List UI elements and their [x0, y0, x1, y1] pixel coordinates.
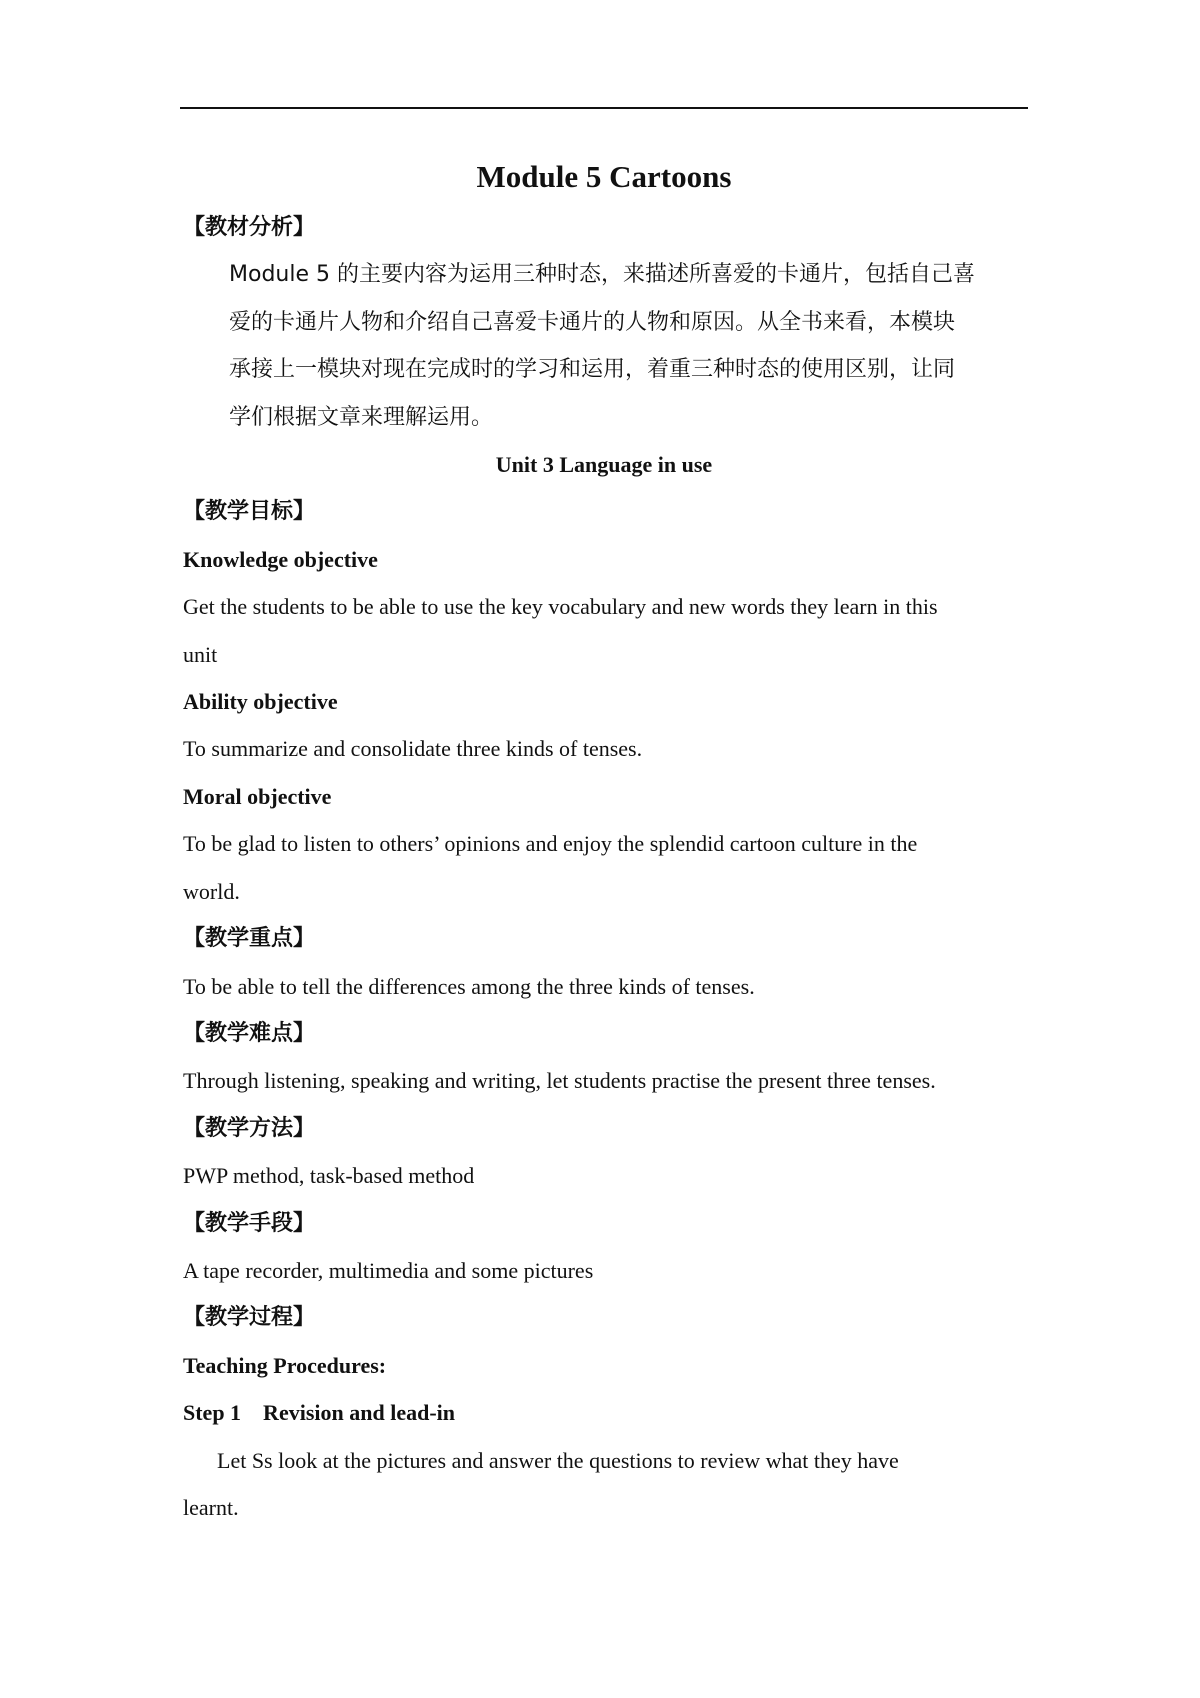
heading-key-points: 【教学重点】 [183, 926, 316, 952]
header-rule [180, 107, 1028, 109]
heading-difficulties: 【教学难点】 [183, 1020, 316, 1046]
analysis-line-4: 学们根据文章来理解运用。 [229, 404, 494, 430]
difficulties-text: Through listening, speaking and writing, let students practise the present three tenses. [183, 1068, 936, 1094]
heading-teaching-objectives: 【教学目标】 [183, 499, 316, 525]
teaching-procedures-label: Teaching Procedures: [183, 1352, 387, 1378]
knowledge-objective-text-2: unit [183, 641, 218, 667]
analysis-line-1: Module 5 的主要内容为运用三种时态，来描述所喜爱的卡通片，包括自己喜 [229, 262, 975, 288]
step1-text-1: Let Ss look at the pictures and answer the questions to review what they have [217, 1447, 899, 1473]
document-body [183, 150, 1025, 1531]
knowledge-objective-text-1: Get the students to be able to use the key vocabulary and new words they learn in this [183, 594, 938, 620]
moral-objective-text-2: world. [183, 878, 240, 904]
moral-objective-text-1: To be glad to listen to others’ opinions and enjoy the splendid cartoon culture in the [183, 831, 918, 857]
methods-text: PWP method, task-based method [183, 1163, 475, 1189]
moral-objective-label: Moral objective [183, 783, 332, 809]
step1-label: Step 1 Revision and lead-in [183, 1400, 455, 1426]
heading-methods: 【教学方法】 [183, 1115, 316, 1141]
key-points-text: To be able to tell the differences among the three kinds of tenses. [183, 973, 755, 999]
knowledge-objective-label: Knowledge objective [183, 546, 378, 572]
heading-textbook-analysis: 【教材分析】 [183, 215, 316, 240]
unit-title: Unit 3 Language in use [495, 452, 713, 478]
heading-process: 【教学过程】 [183, 1305, 316, 1331]
means-text: A tape recorder, multimedia and some pictures [183, 1257, 594, 1283]
document-title: Module 5 Cartoons [476, 159, 732, 194]
ability-objective-label: Ability objective [183, 689, 338, 715]
ability-objective-text: To summarize and consolidate three kinds of tenses. [183, 736, 643, 762]
analysis-line-2: 爱的卡通片人物和介绍自己喜爱卡通片的人物和原因。从全书来看，本模块 [229, 309, 956, 335]
heading-means: 【教学手段】 [183, 1210, 316, 1236]
analysis-line-3: 承接上一模块对现在完成时的学习和运用，着重三种时态的使用区别，让同 [229, 357, 956, 383]
step1-text-2: learnt. [183, 1494, 239, 1520]
